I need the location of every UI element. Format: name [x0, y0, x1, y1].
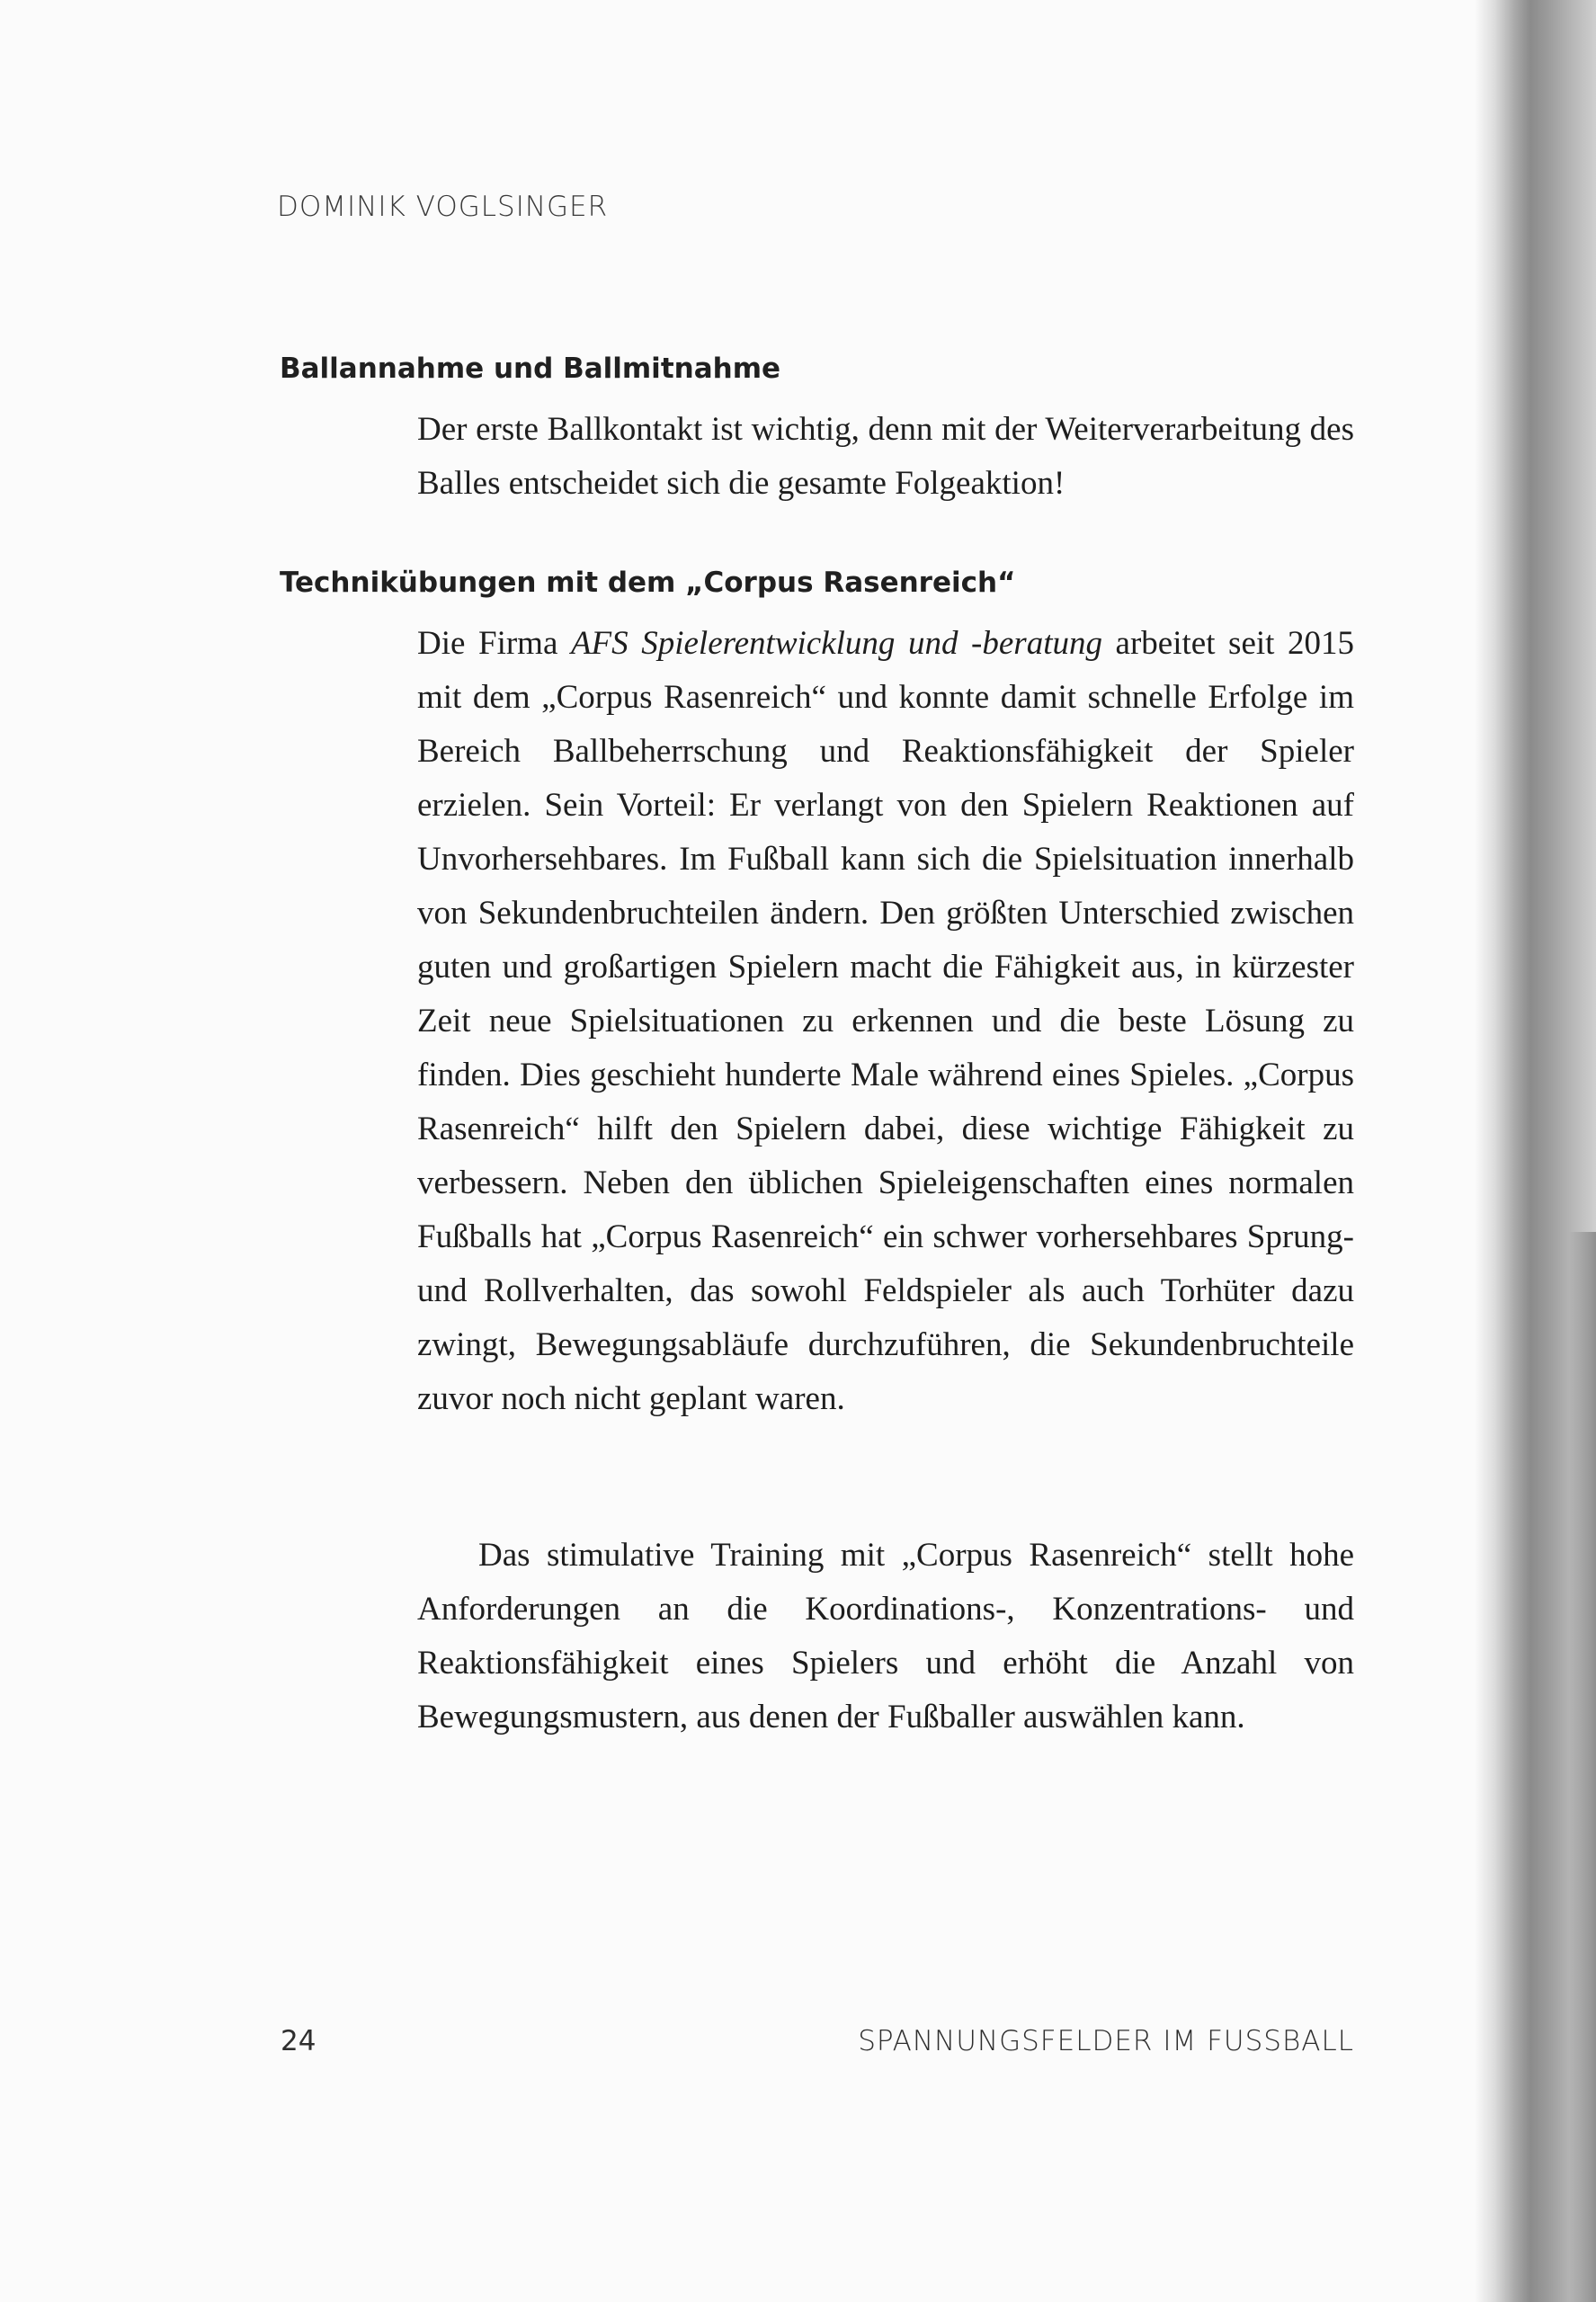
binding-shadow	[1475, 0, 1596, 2302]
paragraph-body: arbeitet seit 2015 mit dem „Corpus Rasenreich“ und konnte damit schnelle Erfolge im Bereich Ballbeherrschung und Reaktionsfähigkeit der Spieler erzielen. Sein Vorteil: Er verlangt von den Spielern Reaktionen auf Unvorhersehbares. Im Fußball kann sich die Spielsituation innerhalb von Sekundenbruchteilen ändern. Den größten Unterschied zwischen guten und großartigen Spielern macht die Fähigkeit aus, in kürzester Zeit neue Spielsituationen zu erkennen und die beste Lösung zu finden. Dies geschieht hunderte Male während eines Spieles. „Corpus Rasenreich“ hilft den Spielern dabei, diese wichtige Fähigkeit zu verbessern. Neben den üblichen Spieleigenschaften eines normalen Fußballs hat „Corpus Rasenreich“ ein schwer vorhersehbares Sprung- und Rollverhalten, das sowohl Feldspieler als auch Torhüter dazu zwingt, Bewegungsabläufe durchzuführen, die Sekundenbruchteile zuvor noch nicht geplant waren.	[417, 625, 1354, 1417]
running-foot-title: SPANNUNGSFELDER IM FUSSBALL	[858, 2025, 1354, 2057]
page-number: 24	[281, 2025, 317, 2057]
section-heading-technikuebungen: Technikübungen mit dem „Corpus Rasenreich“	[280, 567, 1016, 599]
paragraph-corpus-rasenreich	[417, 617, 1354, 1426]
running-head-author: DOMINIK VOGLSINGER	[277, 191, 609, 223]
section-heading-ballannahme: Ballannahme und Ballmitnahme	[280, 352, 781, 385]
paragraph-intro: Die Firma	[417, 625, 571, 662]
paragraph-ballkontakt: Der erste Ballkontakt ist wichtig, denn mit der Weiterverarbeitung des Balles entscheidet sich die gesamte Folgeaktion!	[417, 411, 1354, 502]
paragraph-stimulative-training: Das stimulative Training mit „Corpus Rasenreich“ stellt hohe Anforderungen an die Koordinations-, Konzentrations- und Reaktionsfähigkeit eines Spielers und erhöht die Anzahl von Bewegungsmustern, aus denen der Fußballer auswählen kann.	[417, 1537, 1354, 1735]
company-name-emphasis: AFS Spielerentwicklung und -beratung	[570, 625, 1102, 662]
